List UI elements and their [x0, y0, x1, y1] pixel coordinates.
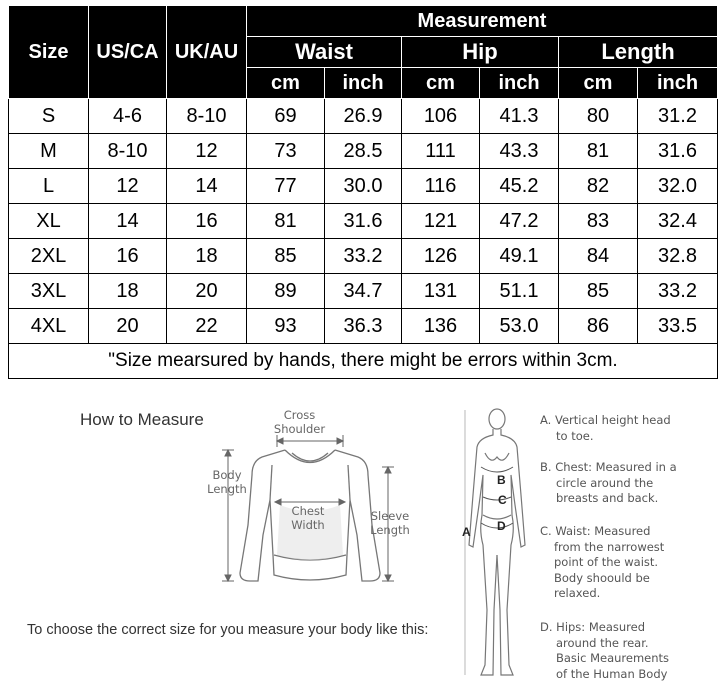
table-cell: 131 [402, 274, 480, 309]
table-row [9, 169, 718, 204]
table-cell: 116 [402, 169, 480, 204]
table-cell: 32.4 [638, 204, 718, 239]
cross-shoulder-line-1: Cross [283, 408, 316, 422]
table-cell: 81 [559, 134, 638, 169]
header-measurement: Measurement [247, 6, 718, 37]
choose-size-instruction: To choose the correct size for you measure your body like this: [27, 622, 429, 638]
table-cell: 47.2 [480, 204, 559, 239]
sleeve-length-line-1: Sleeve [370, 509, 410, 523]
table-cell: 85 [247, 239, 325, 274]
body-length-label [203, 468, 251, 496]
table-cell: 33.5 [638, 309, 718, 344]
sleeve-length-line-2: Length [370, 523, 410, 537]
table-cell: 81 [247, 204, 325, 239]
chest-width-line-2: Width [291, 518, 325, 532]
header-length-cm: cm [559, 68, 638, 99]
cross-shoulder-label [272, 408, 327, 436]
note-a [540, 413, 671, 444]
table-cell: 111 [402, 134, 480, 169]
table-cell: 18 [89, 274, 167, 309]
chest-width-label [284, 504, 332, 532]
table-cell: 77 [247, 169, 325, 204]
table-cell: 49.1 [480, 239, 559, 274]
table-cell: 85 [559, 274, 638, 309]
header-waist-inch: inch [325, 68, 402, 99]
note-d-line-3: Basic Meaurements [556, 651, 670, 665]
body-length-line-1: Body [212, 468, 242, 482]
table-cell: 8-10 [167, 99, 247, 134]
note-b-line-1: B. Chest: Measured in a [540, 460, 677, 474]
table-cell: 43.3 [480, 134, 559, 169]
table-row [9, 134, 718, 169]
table-cell: 20 [167, 274, 247, 309]
header-size: Size [9, 6, 89, 99]
note-c-line-4: Body shoould be [554, 570, 650, 585]
table-cell: 80 [559, 99, 638, 134]
table-cell: L [9, 169, 89, 204]
note-a-line-2: to toe. [556, 428, 594, 443]
table-cell: 28.5 [325, 134, 402, 169]
table-cell: 30.0 [325, 169, 402, 204]
table-cell: 53.0 [480, 309, 559, 344]
table-cell: 33.2 [638, 274, 718, 309]
table-cell: 126 [402, 239, 480, 274]
table-cell: 8-10 [89, 134, 167, 169]
note-d-line-1: D. Hips: Measured [540, 620, 646, 634]
table-header [9, 6, 718, 99]
note-c-line-3: point of the waist. [554, 555, 659, 569]
table-cell: 16 [89, 239, 167, 274]
body-length-line-2: Length [207, 482, 247, 496]
table-cell: 33.2 [325, 239, 402, 274]
table-cell: 14 [167, 169, 247, 204]
note-c-line-2: from the narrowest [554, 539, 665, 554]
table-cell: 3XL [9, 274, 89, 309]
cross-shoulder-line-2: Shoulder [273, 422, 326, 436]
chest-width-line-1: Chest [291, 504, 325, 518]
sleeve-length-label [365, 509, 415, 537]
table-cell: 34.7 [325, 274, 402, 309]
size-chart-table [8, 5, 718, 379]
table-row [9, 204, 718, 239]
header-hip-inch: inch [480, 68, 559, 99]
table-cell: 12 [167, 134, 247, 169]
table-cell: 41.3 [480, 99, 559, 134]
table-cell: 136 [402, 309, 480, 344]
header-us-ca: US/CA [89, 6, 167, 99]
table-cell: 51.1 [480, 274, 559, 309]
body-figure-diagram [455, 405, 540, 683]
table-cell: 31.2 [638, 99, 718, 134]
header-waist-cm: cm [247, 68, 325, 99]
letter-a: A [462, 525, 471, 539]
note-d-line-2: around the rear. [556, 635, 649, 650]
header-length: Length [559, 37, 718, 68]
note-d-line-4: of the Human Body [556, 666, 668, 681]
table-cell: 4-6 [89, 99, 167, 134]
note-d [540, 620, 669, 682]
table-cell: 32.0 [638, 169, 718, 204]
header-hip: Hip [402, 37, 559, 68]
table-body [9, 99, 718, 379]
letter-b: B [497, 473, 506, 487]
table-cell: 12 [89, 169, 167, 204]
table-cell: 121 [402, 204, 480, 239]
header-waist: Waist [247, 37, 402, 68]
table-row [9, 239, 718, 274]
header-length-inch: inch [638, 68, 718, 99]
table-cell: 2XL [9, 239, 89, 274]
table-cell: 93 [247, 309, 325, 344]
note-b [540, 460, 677, 507]
note-c-line-5: relaxed. [554, 586, 601, 600]
table-cell: 20 [89, 309, 167, 344]
header-hip-cm: cm [402, 68, 480, 99]
table-cell: XL [9, 204, 89, 239]
header-uk-au: UK/AU [167, 6, 247, 99]
note-a-line-1: A. Vertical height head [540, 413, 671, 427]
table-row [9, 309, 718, 344]
table-cell: 69 [247, 99, 325, 134]
table-cell: 32.8 [638, 239, 718, 274]
note-c-line-1: C. Waist: Measured [540, 524, 651, 538]
table-cell: 82 [559, 169, 638, 204]
table-cell: S [9, 99, 89, 134]
table-cell: 36.3 [325, 309, 402, 344]
table-cell: 31.6 [325, 204, 402, 239]
table-cell: 31.6 [638, 134, 718, 169]
table-row [9, 274, 718, 309]
table-cell: 4XL [9, 309, 89, 344]
letter-d: D [497, 519, 506, 533]
table-cell: 18 [167, 239, 247, 274]
table-cell: 83 [559, 204, 638, 239]
table-cell: 45.2 [480, 169, 559, 204]
table-cell: 84 [559, 239, 638, 274]
table-cell: 106 [402, 99, 480, 134]
table-cell: M [9, 134, 89, 169]
table-cell: 14 [89, 204, 167, 239]
how-to-measure-title: How to Measure [80, 410, 204, 429]
table-row [9, 99, 718, 134]
note-b-line-2: circle around the [556, 475, 654, 490]
note-c [540, 524, 664, 602]
table-cell: 73 [247, 134, 325, 169]
table-cell: 16 [167, 204, 247, 239]
table-cell: 86 [559, 309, 638, 344]
measurement-note: "Size mearsured by hands, there might be errors within 3cm. [9, 344, 718, 379]
letter-c: C [498, 493, 507, 507]
note-b-line-3: breasts and back. [556, 491, 659, 505]
table-cell: 26.9 [325, 99, 402, 134]
table-cell: 89 [247, 274, 325, 309]
table-cell: 22 [167, 309, 247, 344]
